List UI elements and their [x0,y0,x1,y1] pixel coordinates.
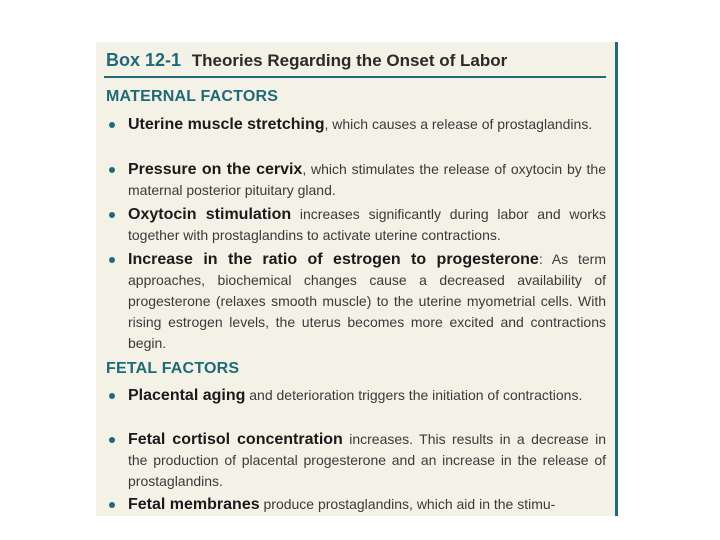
item-term: Fetal cortisol concentration [128,431,343,448]
item-term: Fetal membranes [128,496,260,513]
list-item [106,249,606,354]
item-term: Pressure on the cervix [128,161,303,178]
item-text: : As term approaches, biochemical changes cause a decreased availability of progesterone (relaxes smooth muscle) to the uterine myometrial cells. With rising estrogen levels, the uterus becomes more excited and contractions begin. [128,251,607,351]
item-text: increases. This results in a decrease in the production of placental progesterone and an increase in the release of prostaglandins. [128,431,607,489]
item-text: increases significantly during labor and works together with prostaglandins to activate uterine contractions. [128,206,606,243]
item-text: , which stimulates the release of oxytocin by the maternal posterior pituitary gland. [128,161,607,198]
section-heading-fetal: FETAL FACTORS [106,360,240,377]
list-item [106,494,606,515]
box-title: Theories Regarding the Onset of Labor [191,51,508,70]
bullet-icon [109,437,115,443]
bullet-icon [109,167,115,173]
box-number: Box 12-1 [106,50,182,70]
list-item [106,204,606,246]
list-item [106,429,606,492]
bullet-icon [109,257,115,263]
list-item [106,159,606,201]
item-text: produce prostaglandins, which aid in the stimu- [259,496,556,512]
item-text: and deterioration triggers the initiation of contractions. [245,387,583,403]
item-term: Placental aging [128,387,246,404]
info-box [96,42,618,516]
section-heading-maternal: MATERNAL FACTORS [106,88,279,105]
bullet-icon [109,212,115,218]
bullet-icon [109,122,115,128]
item-text: , which causes a release of prostaglandins. [324,116,593,132]
box-header [106,50,507,71]
list-item [106,114,606,135]
item-term: Oxytocin stimulation [128,206,292,223]
list-item [106,385,606,406]
item-term: Increase in the ratio of estrogen to progesterone [128,251,539,268]
bullet-icon [109,393,115,399]
bullet-icon [109,502,115,508]
header-divider [104,76,606,78]
item-term: Uterine muscle stretching [128,116,325,133]
